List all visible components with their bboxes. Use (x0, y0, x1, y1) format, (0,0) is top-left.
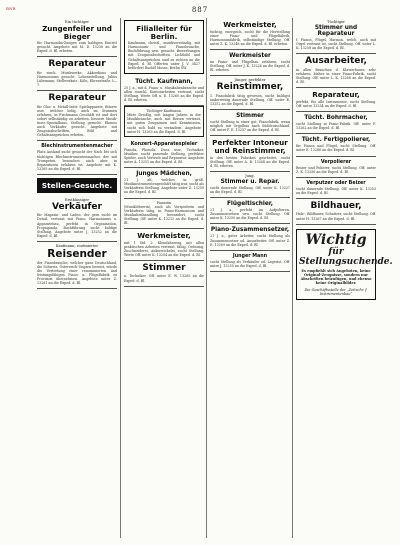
corner-mark: BNR (6, 6, 16, 11)
ad-title: Verpolierer (320, 159, 352, 165)
ad-title: Flügeltischler, (226, 201, 274, 208)
ad-body: 25 J. a., mit d. Piano- u. Musikalienbranche und allen einschl. Kontorarbeiten vertraut, sucht Stellung. Werte Off. u. E. 13260 an die Exped. d. Bl. erbeten. (124, 85, 204, 103)
ad-title: Reparateur (48, 93, 106, 104)
ad-filialleiter (124, 20, 204, 74)
page-number: 887 (191, 6, 209, 14)
ad-body: der Pianobranche, welcher ganz Deutschland, die Schweiz, Österreich-Ungarn bereist, würde die Vertretung einer renommierten und leistungsfähigen Piano- u. Flügelfabrik zu Provision übernehmen. Angebote unter Z. 13261 an die Exped. d. Bl. (37, 260, 117, 286)
ad-body: 21 J. a., perfekt im Aufpolieren, Zusammensetzen usw. sucht Stellung. Off. unter K. 13250 an die Exped. d. Bl. (210, 208, 290, 221)
ad-title: Zungenfeiler und Bieger (42, 24, 112, 41)
ad-title: Werkmeister, (223, 20, 277, 29)
ad-pianistin (124, 199, 204, 229)
ad-werkmeister-3 (210, 50, 290, 76)
ad-title: Perfekter Intoneur und Reinstimmer, (212, 138, 288, 155)
ad-verputzer (296, 178, 376, 199)
ad-body: sucht Stellung als Verkäufer od. Lagerist. Off. unter J. 13255 an die Exped. d. Bl. (210, 259, 290, 268)
ad-title: Konzert-Apparatespieler (130, 141, 198, 147)
ad-body: (Musiklehrerin), auch als Vorspielerin und Verkäuferin tätig, in Piano-Harmonium und Musikalienhandlung bewandert, sucht Stellung. Off. unter K. 13212 an die Exped. d. Bl. (124, 204, 204, 225)
ad-piano-zusammensetzer (210, 224, 290, 250)
ad-verpolierer (296, 157, 376, 178)
ad-kicker: Ein tüchtiger (64, 20, 90, 24)
ad-title: Verputzer oder Beizer (306, 180, 366, 186)
ad-title: Junger Mann (232, 253, 268, 259)
ad-title: Werkmeister, (137, 231, 191, 241)
ad-body: sucht dauernde Stellung. Off. unter K. 13237 an die Exped. d. Bl. (210, 185, 290, 194)
ad-body: 21 J. a., guter Arbeiter, sucht Stellung als Zusammensetzer od. Ausarbeiter. Off. unter Z. E. 13269 an die Exped. d. Bl. (210, 234, 290, 247)
ad-body: in den besten Fabriken gearbeitet, sucht Stellung. Off. unter A. B. 13264 an die Exped. d. Bl. erbeten. (210, 155, 290, 168)
column-2 (120, 18, 207, 538)
ad-title: Stimmer (142, 262, 186, 273)
ad-title: Stimmer u. Repar. (220, 178, 280, 185)
newspaper-columns (34, 18, 393, 538)
ad-body: sucht Stellung in Piano-Fabrik. Off. unter F. 13262 an die Exped. d. Bl. (296, 122, 376, 131)
ad-title: Reisender (47, 247, 107, 260)
ad-stimmer-repar (210, 172, 290, 198)
ad-title: Tücht. Kaufmann, (135, 78, 193, 85)
ad-body: in allen Branchen d. Klavierbaues sehr erfahren, bisher in einer Piano-Fabrik, sucht Stellung. Off. unter L. K. 13268 an die Exped. d. Bl. (296, 67, 376, 85)
ad-kaufmann-2 (124, 106, 204, 136)
ad-kicker: Kaufmann, routinierter (55, 243, 99, 248)
ad-werkmeister-1 (124, 229, 204, 261)
ad-title: Ausarbeiter, (305, 56, 367, 67)
ad-stimmer-reparateur (296, 18, 376, 54)
ad-body: für Harmonika-Zungen zum baldigen Eintritt gesucht. Angebote mit M. D. 13238 an die Exped. d. Bl. erbeten. (37, 41, 117, 54)
notice-subtitle: für Stellungsuchende. (299, 246, 393, 267)
ad-body: sucht dauernde Stellung. Off. unter K. 13253 an die Exped. d. Bl. (296, 186, 376, 195)
ad-kicker: Erstklassiger (64, 197, 90, 202)
ad-title: Stimmer und Reparateur (314, 25, 358, 38)
ad-verkaeufer (37, 196, 117, 242)
ad-title: Tücht. Bohrmacher, (304, 115, 368, 121)
ad-body: Holz-, Bildhauer, Schnitzer, sucht Stellung. Off. unter H. 13267 an die Exped. d. Bl. (296, 212, 376, 221)
ad-title: Reparateur, (312, 90, 360, 100)
ad-bohrmacher (296, 112, 376, 134)
ad-kicker: Pianistin (156, 200, 172, 205)
section-heading-stellengesuche: Stellen-Gesuche. (37, 178, 117, 193)
ad-body: mit 1 Std. 2. Kleinfahrzeug, mit allen praktischen Arbeiten vertraut, fähig, Ordnung, Zuschneiderei, Ankerwickelei, sucht Stellung. Werte Off. unter K. 13204 an die Exped. d. Bl. (124, 240, 204, 257)
ad-title: Filialleiter für Berlin. (136, 24, 192, 41)
ad-title: Reinstimmer, (216, 82, 284, 93)
notice-body: Es empfiehlt sich Angeboten, keine Original-Zeugnisse, sondern nur Abschriften beizufügen, und ebenso keine Originalbilder. (300, 268, 372, 286)
ad-kicker: Tüchtiger (327, 20, 345, 24)
ad-body: perfekt, für alle Instrumente, sucht Stellung. Off. unter 13254 an die Exped. d. Bl. (296, 99, 376, 108)
column-4 (292, 18, 393, 538)
ad-body: sucht Stellung in einer gut. Pianofabrik, wenn möglich mit Orgelbau nach Süddeutschland. Off. unter F. E. 13257 an die Exped. d. Bl. (210, 120, 290, 133)
ad-title: Tücht. Fertigpolierer, (301, 137, 371, 144)
ad-body: Kaufmann, christl., musikverständig, mit Harmonium- und Pianobranche, Buchführung usw. gesucht. Bewerbungen mit Zeugnisabschriften, Lichtbild und Gehaltsansprüchen sind zu richten an die Exped. d. Bl. Offerten unter J. V. 3427 befördert Rudolf Mosse, Berlin SW. (128, 41, 200, 70)
ad-title: Junges Mädchen, (136, 171, 192, 178)
column-3 (206, 18, 293, 538)
ad-body: Beizer und Polierer, sucht Stellung. Off. unter Z. K. 13256 an die Exped. d. Bl. (296, 165, 376, 174)
ad-body: 21 J. alt, welches in größ. Musikinstrumentengeschäft tätig war, sucht als Verkäuferin Stellung. Angebote unter Z. 13259 an die Exped. d. Bl. (124, 178, 204, 195)
ad-reisender (37, 242, 117, 290)
ad-stimmer-1 (124, 261, 204, 287)
ad-werkmeister-2 (210, 18, 290, 50)
ad-title: Verkäufer (52, 201, 102, 212)
ad-fluegeltischler (210, 198, 290, 224)
ad-junger-mann (210, 251, 290, 272)
ad-body: für mech. Musikwerke, Akkordions und Harmoniums gesucht. Lebensstellung. Julius Lührmann, Stellwerkstr., Köln, Ehrenstraße 5—7. (37, 70, 117, 88)
ad-title: Tüchtiger Kaufmann, (146, 109, 182, 114)
notice-footer: Die Geschäftsstelle der „Zeitschr. f. Instrumentenbau“ (304, 287, 368, 297)
ad-bildhauer (296, 199, 376, 225)
ad-junges-maedchen (124, 168, 204, 198)
column-1 (34, 18, 120, 538)
ad-kaufmann-1 (124, 76, 204, 106)
ad-body: im Piano- und Flügelbau erfahren, sucht Stellung. Off. unter J. K. 13226 an die Exped. d. Bl. erbeten. (210, 60, 290, 73)
ad-title: Reparateur (48, 59, 106, 70)
ad-kicker: Jünger, perfekter (234, 78, 266, 83)
ad-zungenfeiler (37, 18, 117, 57)
ad-stimmer-2 (210, 110, 290, 136)
ad-reinstimmer (210, 76, 290, 110)
ad-apparatespieler (124, 139, 204, 168)
ad-body: Mitte Dreißig, seit langen Jahren in der Musikbranche, auch mit Reisen vertraut, mit guten Zeugnissen und Kenntnissen, sucht sich bald zu verändern. Angebote unter H. 13263 an die Exped. d. Bl. (127, 113, 201, 134)
ad-reparateur-2 (37, 91, 117, 141)
ad-body: f. Pianos, Flügel, Harmon. welch. auch mit Orgel vertraut ist, sucht Stellung. Off. unter L. K. 13258 an die Exped. d. Bl. (296, 38, 376, 51)
ad-body: 1. Pianofabrik tätig gewesen, sucht baldigst anderweitig dauernde Stellung. Off. unter E. 13252 an die Exped. d. Bl. (210, 93, 290, 106)
ad-body: für Pianos und Flügel, sucht Stellung. Off. unter E. 13266 an die Exped. d. Bl. (296, 144, 376, 153)
ad-body: Pianola, Phonola, Duca usw., Techniker, Musiker, sucht passende Stellung, perfekter Spieler, auch Vertrieb und Reparatur. Angebote unter A. 13251 an die Exped. d. Bl. (124, 147, 204, 165)
ad-body: für Magazin- und Laden, der gern sucht im Detail, vertraut mit Piano, Harmoniums u. Apparatebau, perfekt in Organisation, Propaganda, Buchführung sucht baldige Stellung. Angebote unter J. 13252 an die Exped. d. Bl. (37, 213, 117, 238)
ad-intoneur (210, 136, 290, 171)
notice-wichtig (296, 229, 393, 301)
ad-title: Bildhauer, (310, 200, 362, 211)
ad-reparateur-3 (296, 88, 376, 112)
ad-kicker: Jung, (245, 173, 255, 178)
ad-title: Werkmeister (229, 52, 271, 59)
ad-body: tüchtig, energisch, sucht für die Herstellung einer Piano- und Flügelfabrik, Harmoniumfabrik, selbständige Stellung. Off. unter Z. K. 13248 an die Exped. d. Bl. erbeten. (210, 29, 290, 46)
ad-body: Platz Ausland sucht gesucht der Nach bei sich tüchtigen Blechinstrumentenmacher, der mit Trompeten, besonders auch aber in Reparaturen erfahren ist. Angebote mit K. 13265 an die Exped. d. Bl. (37, 150, 117, 171)
notice-title: Wichtig (305, 231, 367, 248)
ad-title: Blechinstrumentenmacher (41, 144, 113, 150)
ad-title: Piano-Zusammensetzer, (210, 227, 290, 234)
ad-reparateur-1 (37, 57, 117, 91)
ad-ausarbeiter (296, 54, 376, 88)
ad-blechinstrumentenmacher (37, 141, 117, 175)
ad-title: Stimmer (236, 113, 264, 120)
ad-body: u. Techniker. Off. unter E. W. 13265 an die Exped. d. Bl. (124, 274, 204, 283)
ad-fertigpolierer (296, 134, 376, 156)
ad-body: für Glas- u. Metall-Instr. Spielapparate, Bitarre usw., welcher ledig, auch im Stimmen erfahren, in Fischmann Geschäft ist und dort sofort selbständig zu arbeiten, bessere Musik-Instr.-Spezialhaus, Stellung gesucht. Ebenso auch Verkäufer gesucht. Angebote mit Zeugnisabschriften, Bild und Gehaltsansprüchen erbeten. (37, 104, 117, 138)
